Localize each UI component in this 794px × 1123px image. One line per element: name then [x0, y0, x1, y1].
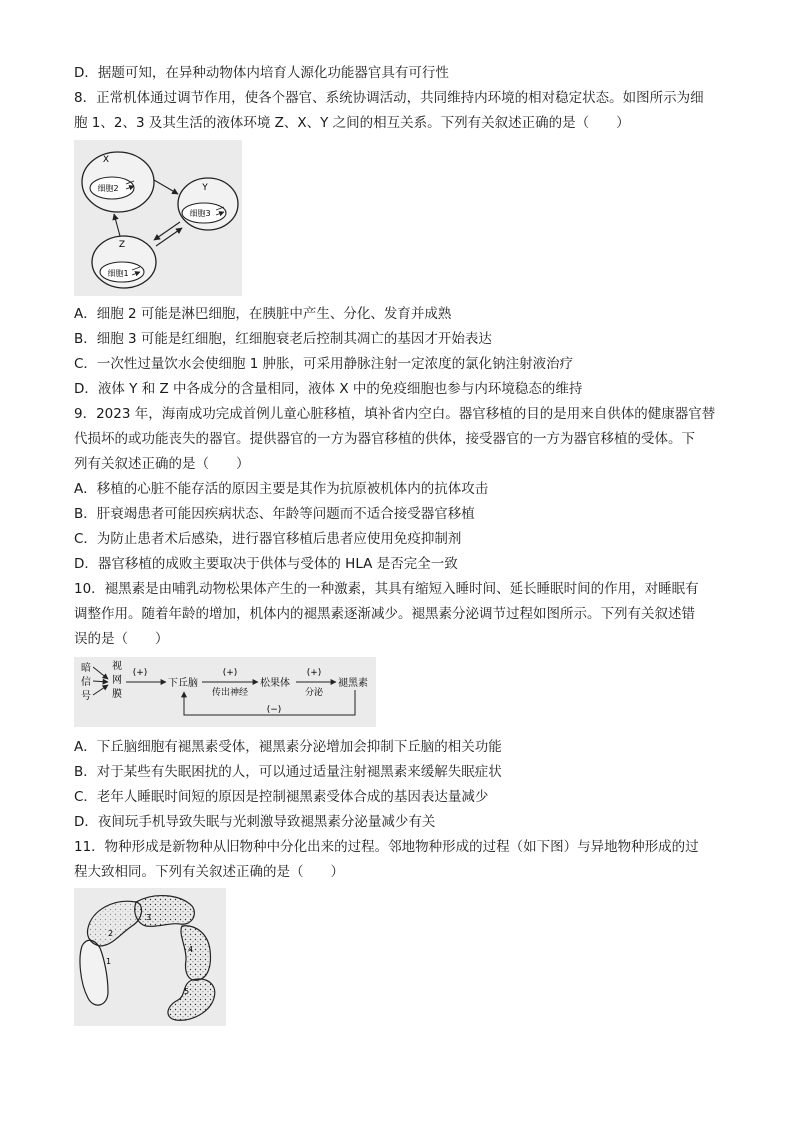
q10-option-b: B．对于某些有失眠困扰的人，可以通过适量注射褪黑素来缓解失眠症状 — [74, 764, 502, 780]
label-retina-1: 视 — [112, 661, 122, 672]
label-y: Y — [202, 183, 208, 193]
q11-stem-line-2: 程大致相同。下列有关叙述正确的是（ ） — [74, 864, 344, 880]
label-plus-1: (+) — [132, 668, 148, 678]
q9-option-b: B．肝衰竭患者可能因疾病状态、年龄等问题而不适合接受器官移植 — [74, 506, 475, 522]
region-1 — [80, 940, 108, 1005]
label-minus: (−) — [266, 705, 282, 715]
label-z: Z — [118, 240, 126, 250]
q10-stem-line-3: 误的是（ ） — [74, 631, 169, 647]
region-label-5: 5 — [184, 987, 190, 996]
region-label-2: 2 — [108, 929, 114, 938]
q9-stem-line-3: 列有关叙述正确的是（ ） — [74, 456, 250, 472]
region-label-3: 3 — [146, 913, 152, 922]
region-5 — [168, 979, 215, 1020]
q10-stem-line-2: 调整作用。随着年龄的增加，机体内的褪黑素逐渐减少。褪黑素分泌调节过程如图所示。下列有关叙述错 — [74, 606, 695, 622]
label-secretion: 分泌 — [304, 688, 324, 698]
q9-stem-line-2: 代损坏的或功能丧失的器官。提供器官的一方为器官移植的供体，接受器官的一方为器官移植的受体。下 — [74, 431, 695, 447]
q11-stem-line-1: 11．物种形成是新物种从旧物种中分化出来的过程。邻地物种形成的过程（如下图）与异地物种形成的过 — [74, 839, 699, 855]
q9-stem-line-1: 9．2023 年，海南成功完成首例儿童心脏移植，填补省内空白。器官移植的目的是用来自供体的健康器官替 — [74, 406, 716, 422]
q11-figure-speciation-map — [74, 888, 226, 1026]
arrow-z-to-y — [156, 228, 182, 246]
arrow-z-to-x — [114, 214, 120, 236]
region-2 — [88, 901, 142, 946]
region-4 — [181, 926, 211, 981]
label-retina-3: 膜 — [112, 689, 122, 700]
q8-stem-line-1: 8．正常机体通过调节作用，使各个器官、系统协调活动，共同维持内环境的相对稳定状态。如图所示为细 — [74, 90, 704, 106]
q8-stem-line-2: 胞 1、2、3 及其生活的液体环境 Z、X、Y 之间的相互关系。下列有关叙述正确的是（ ） — [74, 115, 630, 131]
label-hypothalamus: 下丘脑 — [168, 678, 198, 689]
q9-option-a: A．移植的心脏不能存活的原因主要是其作为抗原被机体内的抗体攻击 — [74, 481, 489, 497]
region-label-4: 4 — [188, 945, 194, 954]
label-pineal: 松果体 — [260, 678, 290, 689]
q9-option-c: C．为防止患者术后感染，进行器官移植后患者应使用免疫抑制剂 — [74, 531, 462, 547]
label-dark-3: 号 — [81, 691, 91, 702]
label-efferent: 传出神经 — [211, 688, 249, 698]
label-retina-2: 网 — [112, 675, 122, 686]
label-dark-2: 信 — [81, 677, 91, 688]
region-label-1: 1 — [106, 957, 112, 966]
q8-option-b: B．细胞 3 可能是红细胞，红细胞衰老后控制其凋亡的基因才开始表达 — [74, 331, 492, 347]
q9-option-d: D．器官移植的成败主要取决于供体与受体的 HLA 是否完全一致 — [74, 556, 458, 572]
q8-option-c: C．一次性过量饮水会使细胞 1 肿胀，可采用静脉注射一定浓度的氯化钠注射液治疗 — [74, 356, 574, 372]
q10-option-d: D．夜间玩手机导致失眠与光刺激导致褪黑素分泌量减少有关 — [74, 814, 436, 830]
label-cell-3: 细胞3 — [189, 209, 211, 218]
label-plus-2: (+) — [222, 668, 238, 678]
label-melatonin: 褪黑素 — [338, 678, 368, 689]
q8-figure-body-fluids — [74, 140, 242, 296]
label-dark-1: 暗 — [81, 663, 91, 674]
arrow-y-to-z — [154, 222, 180, 240]
label-cell-2: 细胞2 — [97, 184, 119, 193]
label-x: X — [102, 155, 110, 165]
q10-stem-line-1: 10．褪黑素是由哺乳动物松果体产生的一种激素，其具有缩短入睡时间、延长睡眠时间的作用，对睡眠有 — [74, 581, 699, 597]
q8-option-d: D．液体 Y 和 Z 中各成分的含量相同，液体 X 中的免疫细胞也参与内环境稳态的维持 — [74, 381, 583, 397]
q7-option-d: D．据题可知，在异种动物体内培育人源化功能器官具有可行性 — [74, 65, 449, 81]
arrow-x-to-y — [154, 180, 178, 194]
label-cell-1: 细胞1 — [107, 269, 129, 278]
label-plus-3: (+) — [306, 668, 322, 678]
q8-option-a: A．细胞 2 可能是淋巴细胞，在胰脏中产生、分化、发育并成熟 — [74, 306, 452, 322]
q10-figure-melatonin-flow — [74, 657, 376, 727]
q10-option-c: C．老年人睡眠时间短的原因是控制褪黑素受体合成的基因表达量减少 — [74, 789, 489, 805]
q10-option-a: A．下丘脑细胞有褪黑素受体，褪黑素分泌增加会抑制下丘脑的相关功能 — [74, 739, 502, 755]
region-3 — [135, 896, 195, 927]
